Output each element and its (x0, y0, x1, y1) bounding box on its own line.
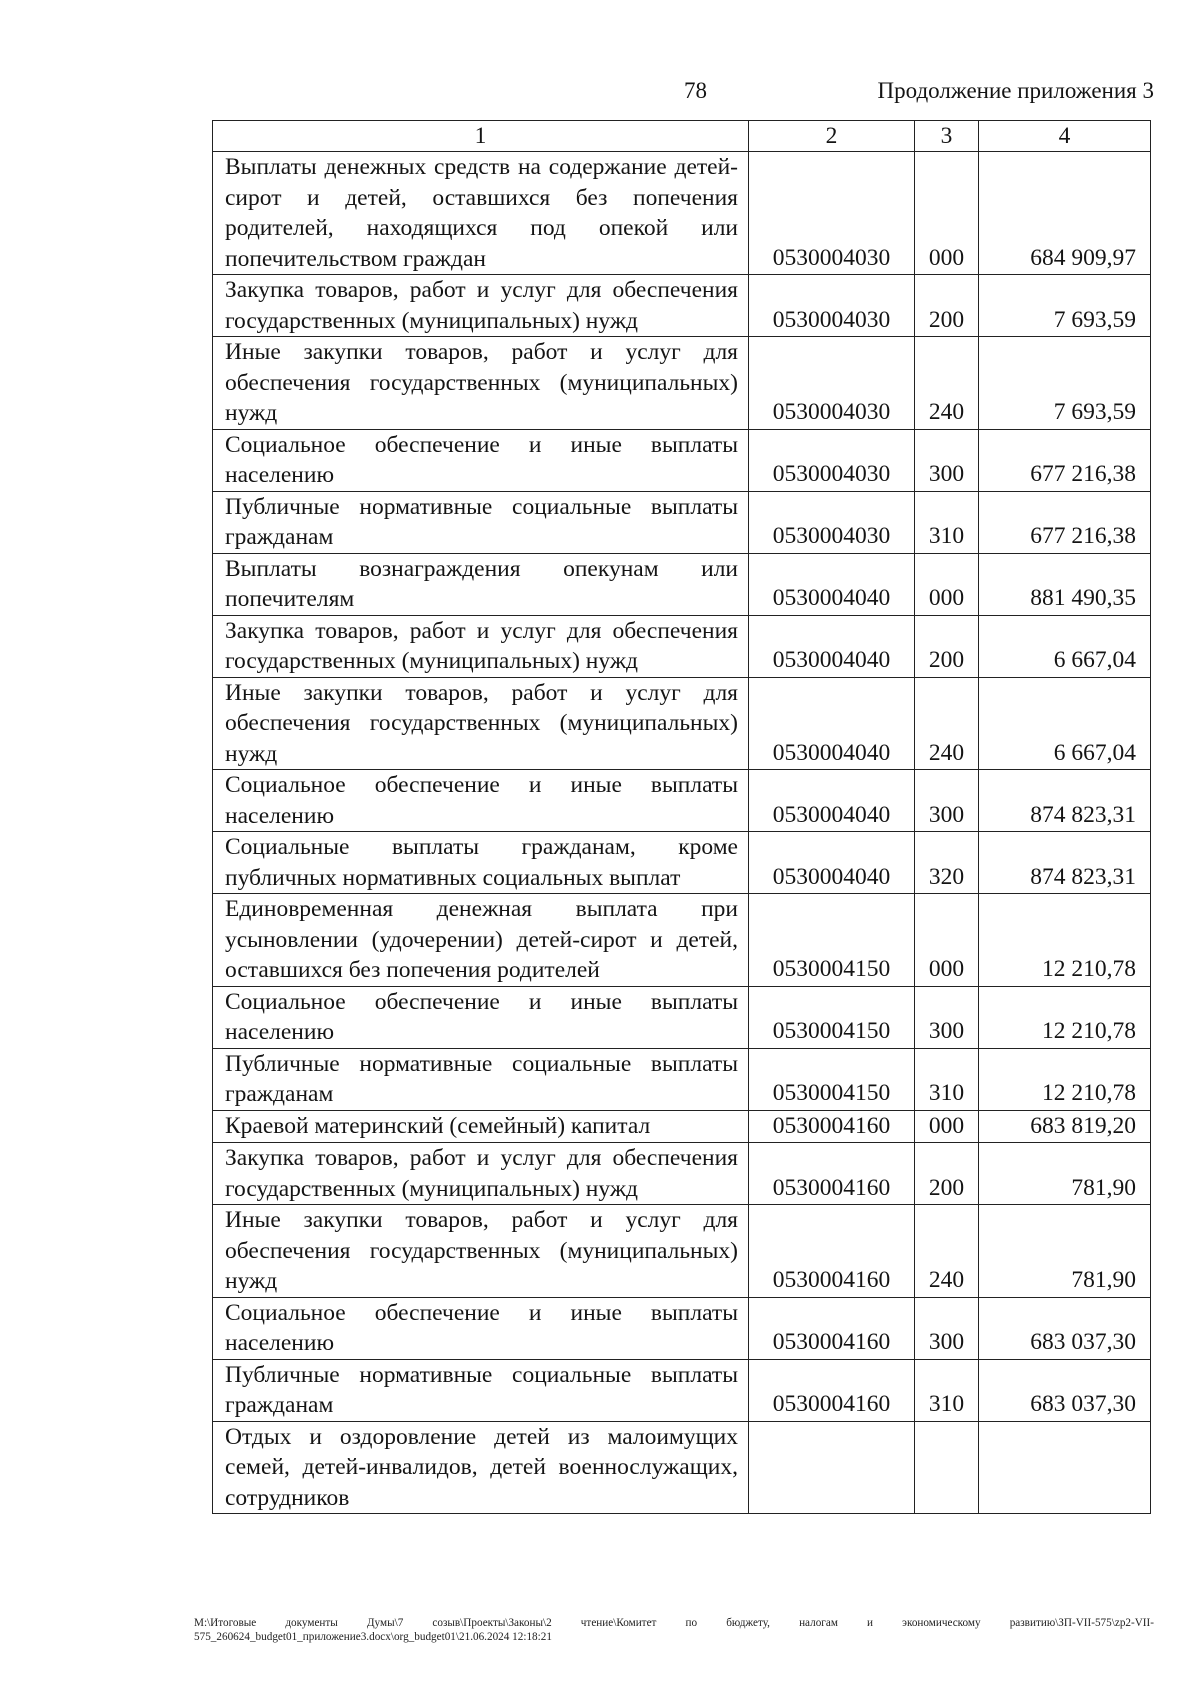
row-amount-cell: 12 210,78 (979, 894, 1151, 987)
row-type-cell: 000 (915, 553, 979, 615)
row-type-cell: 300 (915, 1297, 979, 1359)
row-amount-cell: 677 216,38 (979, 491, 1151, 553)
row-code-cell: 0530004030 (749, 275, 915, 337)
row-type-cell: 310 (915, 1048, 979, 1110)
row-amount-cell: 781,90 (979, 1205, 1151, 1298)
row-code-cell: 0530004030 (749, 337, 915, 430)
row-code-cell: 0530004040 (749, 677, 915, 770)
row-amount-cell: 7 693,59 (979, 275, 1151, 337)
row-type-cell: 310 (915, 1359, 979, 1421)
row-code-cell: 0530004150 (749, 1048, 915, 1110)
row-name-cell: Иные закупки товаров, работ и услуг для обеспечения государственных (муниципальных) нужд (213, 677, 749, 770)
row-amount-cell: 12 210,78 (979, 1048, 1151, 1110)
row-type-cell: 200 (915, 615, 979, 677)
table-row (213, 1297, 1151, 1359)
page-number: 78 (684, 78, 707, 103)
row-name-cell: Краевой материнский (семейный) капитал (213, 1110, 749, 1143)
row-amount-cell: 683 819,20 (979, 1110, 1151, 1143)
row-name-cell: Социальные выплаты гражданам, кроме публичных нормативных социальных выплат (213, 832, 749, 894)
table-row (213, 1359, 1151, 1421)
row-type-cell: 200 (915, 1143, 979, 1205)
row-amount-cell (979, 1421, 1151, 1514)
table-row (213, 429, 1151, 491)
row-name-cell: Иные закупки товаров, работ и услуг для обеспечения государственных (муниципальных) нужд (213, 337, 749, 430)
row-amount-cell: 881 490,35 (979, 553, 1151, 615)
row-type-cell: 300 (915, 770, 979, 832)
table-row (213, 832, 1151, 894)
table-row (213, 894, 1151, 987)
table-body (213, 152, 1151, 1514)
table-row (213, 1143, 1151, 1205)
row-type-cell: 000 (915, 152, 979, 275)
table-row (213, 615, 1151, 677)
row-name-cell: Закупка товаров, работ и услуг для обеспечения государственных (муниципальных) нужд (213, 275, 749, 337)
table-row (213, 553, 1151, 615)
row-amount-cell: 677 216,38 (979, 429, 1151, 491)
row-type-cell: 320 (915, 832, 979, 894)
row-code-cell: 0530004030 (749, 429, 915, 491)
table-row (213, 1205, 1151, 1298)
table-row (213, 1110, 1151, 1143)
row-code-cell: 0530004150 (749, 986, 915, 1048)
row-name-cell: Социальное обеспечение и иные выплаты населению (213, 429, 749, 491)
table-row (213, 986, 1151, 1048)
continuation-label: Продолжение приложения 3 (877, 78, 1154, 103)
row-amount-cell: 781,90 (979, 1143, 1151, 1205)
table-row (213, 1421, 1151, 1514)
row-type-cell: 310 (915, 491, 979, 553)
header-cell-3: 3 (915, 121, 979, 152)
row-name-cell: Отдых и оздоровление детей из малоимущих семей, детей-инвалидов, детей военнослужащих, сотрудников (213, 1421, 749, 1514)
row-type-cell: 300 (915, 429, 979, 491)
row-code-cell: 0530004030 (749, 491, 915, 553)
row-type-cell (915, 1421, 979, 1514)
row-amount-cell: 7 693,59 (979, 337, 1151, 430)
row-amount-cell: 874 823,31 (979, 832, 1151, 894)
budget-table (212, 120, 1151, 1514)
row-name-cell: Публичные нормативные социальные выплаты гражданам (213, 1359, 749, 1421)
row-code-cell: 0530004030 (749, 152, 915, 275)
row-type-cell: 000 (915, 894, 979, 987)
header-cell-4: 4 (979, 121, 1151, 152)
row-code-cell: 0530004150 (749, 894, 915, 987)
row-amount-cell: 684 909,97 (979, 152, 1151, 275)
row-name-cell: Единовременная денежная выплата при усыновлении (удочерении) детей-сирот и детей, оставшихся без попечения родителей (213, 894, 749, 987)
row-amount-cell: 12 210,78 (979, 986, 1151, 1048)
header-cell-2: 2 (749, 121, 915, 152)
row-type-cell: 200 (915, 275, 979, 337)
table-row (213, 677, 1151, 770)
row-name-cell: Социальное обеспечение и иные выплаты населению (213, 986, 749, 1048)
row-code-cell: 0530004160 (749, 1205, 915, 1298)
row-code-cell: 0530004160 (749, 1359, 915, 1421)
row-amount-cell: 683 037,30 (979, 1297, 1151, 1359)
row-amount-cell: 683 037,30 (979, 1359, 1151, 1421)
row-name-cell: Публичные нормативные социальные выплаты гражданам (213, 491, 749, 553)
row-name-cell: Публичные нормативные социальные выплаты гражданам (213, 1048, 749, 1110)
table-row (213, 152, 1151, 275)
row-code-cell (749, 1421, 915, 1514)
table-row (213, 1048, 1151, 1110)
table-row (213, 275, 1151, 337)
header-cell-1: 1 (213, 121, 749, 152)
row-name-cell: Социальное обеспечение и иные выплаты населению (213, 770, 749, 832)
row-amount-cell: 874 823,31 (979, 770, 1151, 832)
header-row (213, 121, 1151, 152)
table-row (213, 491, 1151, 553)
row-type-cell: 300 (915, 986, 979, 1048)
row-code-cell: 0530004040 (749, 770, 915, 832)
row-type-cell: 240 (915, 677, 979, 770)
row-type-cell: 000 (915, 1110, 979, 1143)
row-name-cell: Иные закупки товаров, работ и услуг для обеспечения государственных (муниципальных) нужд (213, 1205, 749, 1298)
row-type-cell: 240 (915, 1205, 979, 1298)
row-code-cell: 0530004040 (749, 832, 915, 894)
row-code-cell: 0530004040 (749, 615, 915, 677)
row-name-cell: Выплаты денежных средств на содержание детей-сирот и детей, оставшихся без попечения родителей, находящихся под опекой или попечительством граждан (213, 152, 749, 275)
row-amount-cell: 6 667,04 (979, 615, 1151, 677)
row-name-cell: Выплаты вознаграждения опекунам или попечителям (213, 553, 749, 615)
row-name-cell: Социальное обеспечение и иные выплаты населению (213, 1297, 749, 1359)
row-name-cell: Закупка товаров, работ и услуг для обеспечения государственных (муниципальных) нужд (213, 615, 749, 677)
footer-file-path: M:\Итоговые документы Думы\7 созыв\Проекты\Законы\2 чтение\Комитет по бюджету, налогам и экономическому развитию\ЗП-VII-575\zp2-VII-575_260624_budget01_приложение3.docx\org_budget01\21.06.2024 12:18:21 (194, 1617, 1154, 1643)
row-code-cell: 0530004160 (749, 1297, 915, 1359)
row-name-cell: Закупка товаров, работ и услуг для обеспечения государственных (муниципальных) нужд (213, 1143, 749, 1205)
row-code-cell: 0530004160 (749, 1143, 915, 1205)
row-code-cell: 0530004040 (749, 553, 915, 615)
row-type-cell: 240 (915, 337, 979, 430)
table-row (213, 337, 1151, 430)
table-row (213, 770, 1151, 832)
row-amount-cell: 6 667,04 (979, 677, 1151, 770)
row-code-cell: 0530004160 (749, 1110, 915, 1143)
